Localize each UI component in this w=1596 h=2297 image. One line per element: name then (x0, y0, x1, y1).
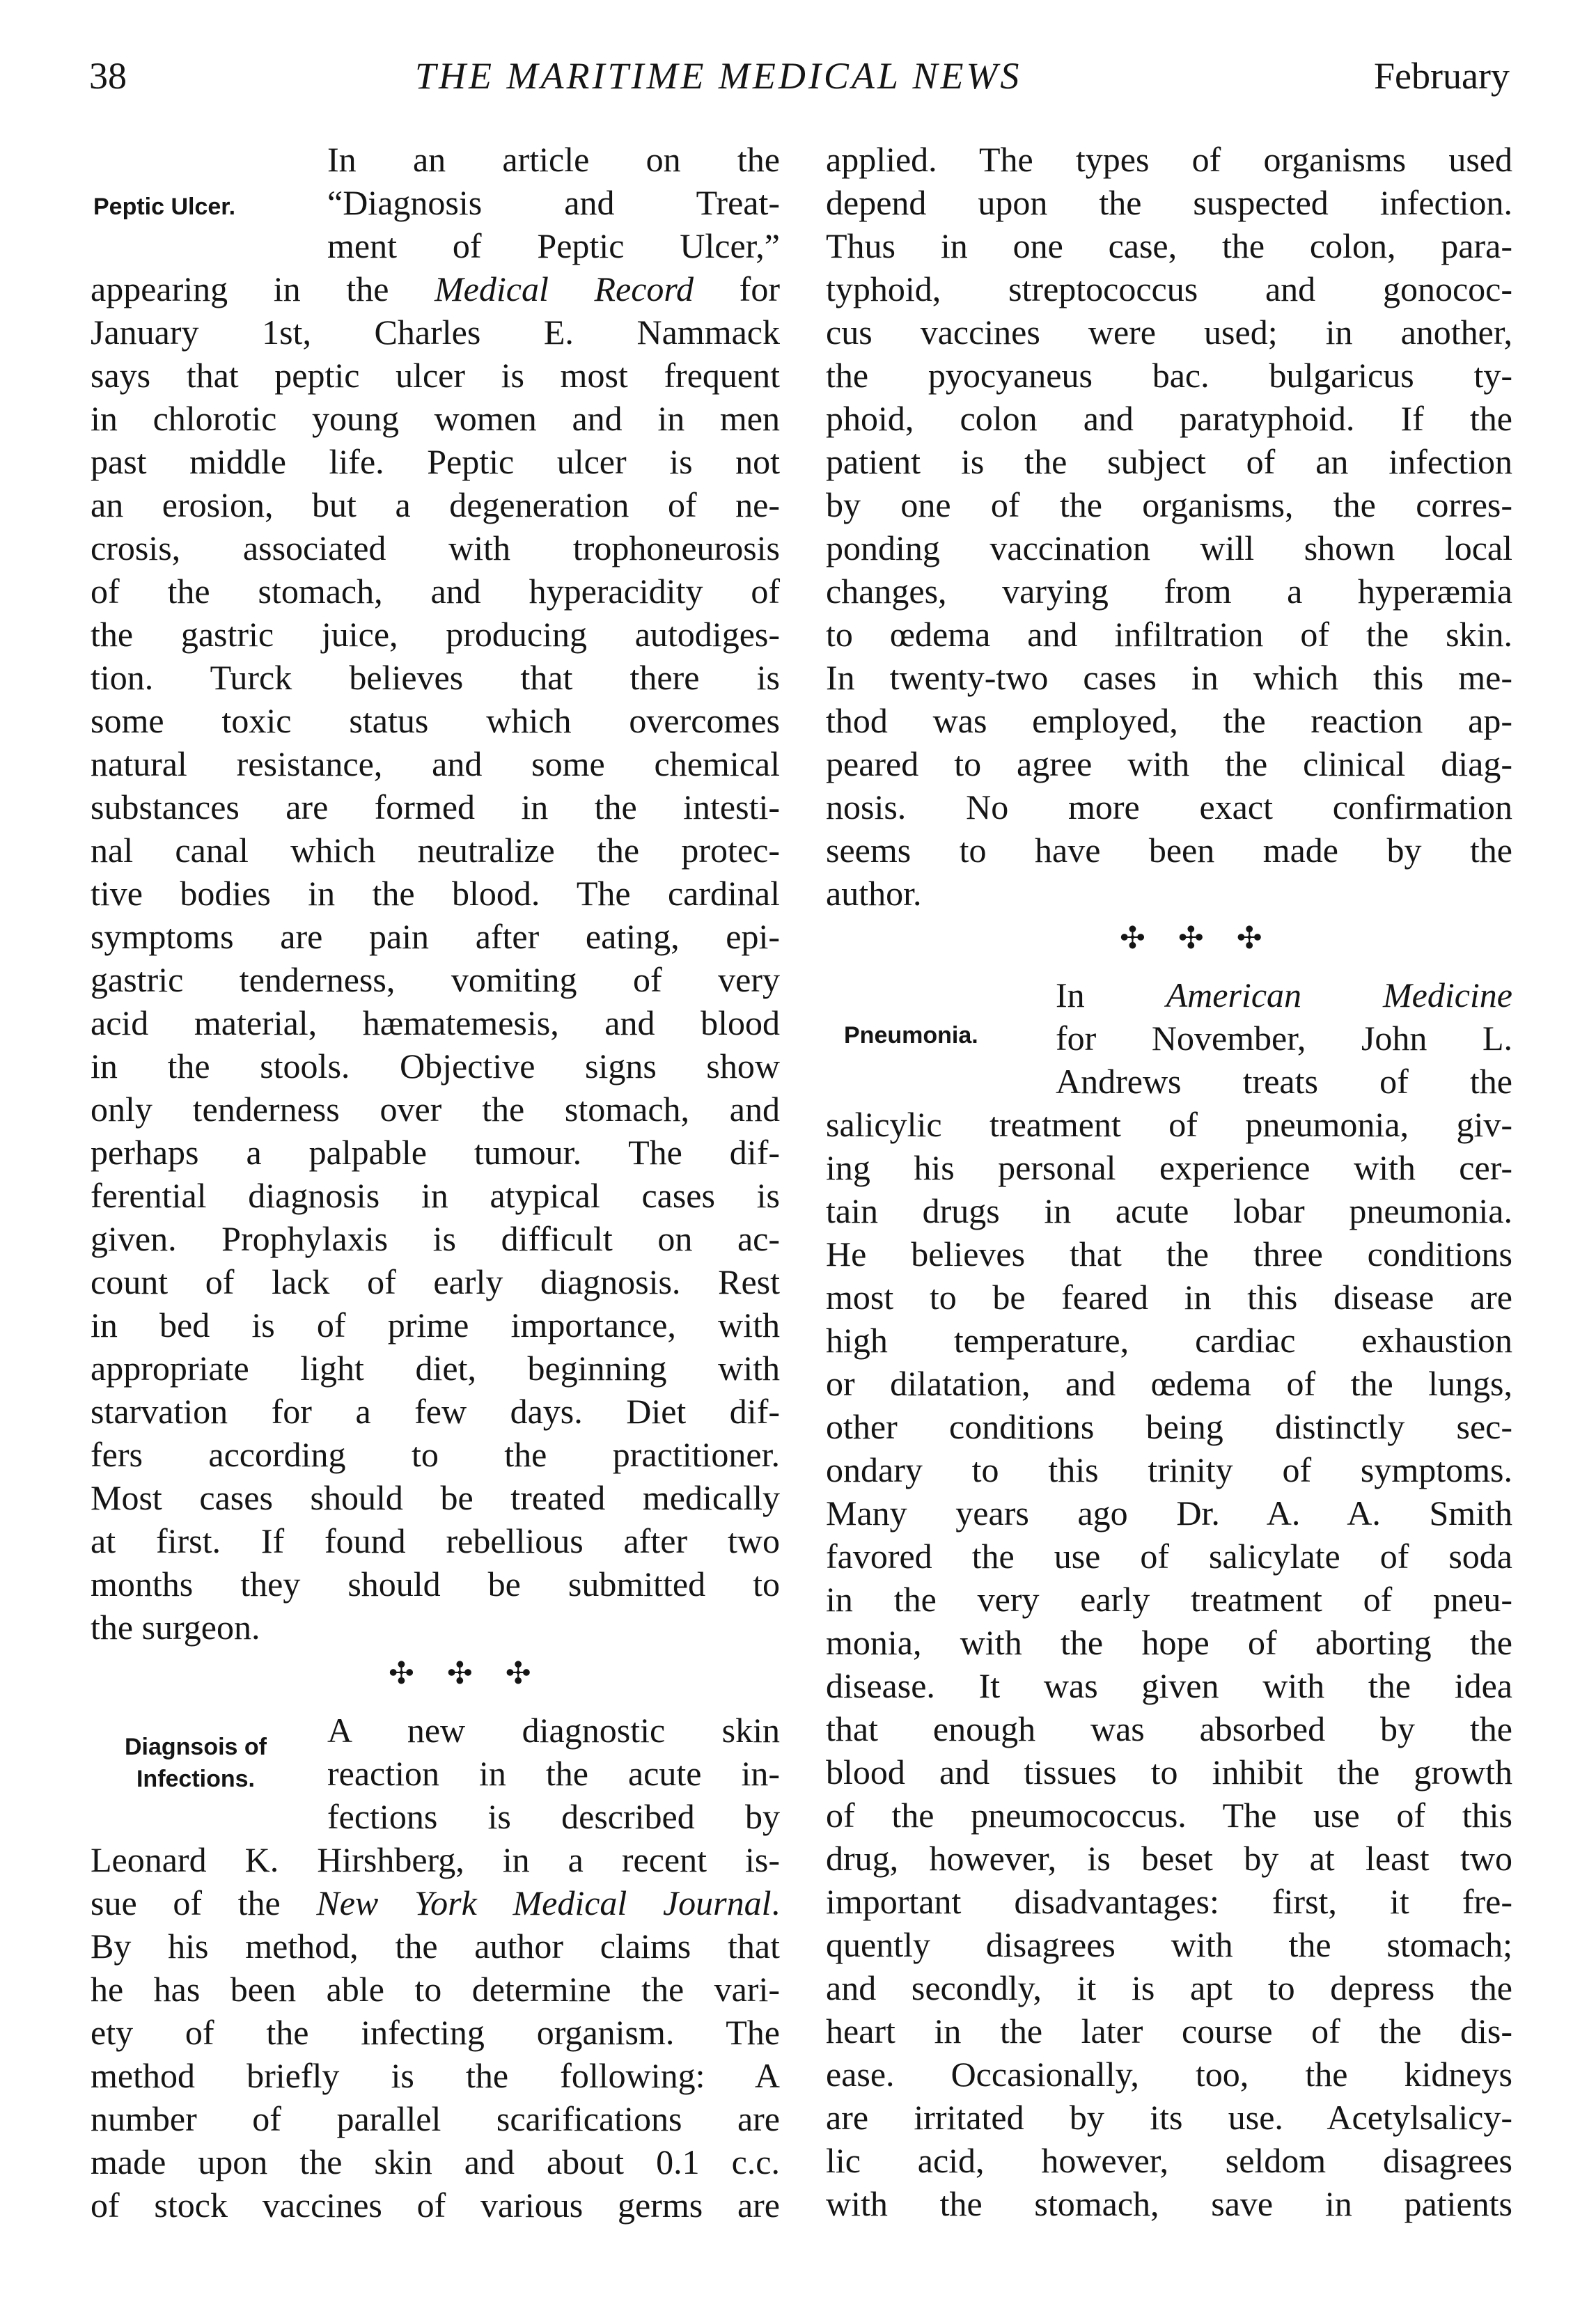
text-line: tain drugs in acute lobar pneumonia. (826, 1191, 1512, 1230)
text-line: in the very early treatment of pneu- (826, 1580, 1512, 1619)
text-line: heart in the later course of the dis- (826, 2012, 1512, 2051)
text-line: favored the use of salicylate of soda (826, 1537, 1512, 1576)
side-heading-peptic-ulcer: Peptic Ulcer. (93, 194, 236, 220)
text-line: typhoid, streptococcus and gonococ- (826, 269, 1512, 308)
text-line: the gastric juice, producing autodiges- (91, 615, 780, 654)
text-line: other conditions being distinctly sec- (826, 1407, 1512, 1446)
text-line: of stock vaccines of various germs are (91, 2186, 780, 2225)
text-line: ease. Occasionally, too, the kidneys (826, 2055, 1512, 2094)
text-line: applied. The types of organisms used (826, 140, 1512, 179)
text-line: for November, John L. (1056, 1019, 1512, 1058)
text-line: By his method, the author claims that (91, 1927, 780, 1966)
text-line: by one of the organisms, the corres- (826, 485, 1512, 524)
text-line: A new diagnostic skin (327, 1711, 780, 1750)
text-line: blood and tissues to inhibit the growth (826, 1753, 1512, 1792)
text-line: count of lack of early diagnosis. Rest (91, 1262, 780, 1301)
text-line: perhaps a palpable tumour. The dif- (91, 1133, 780, 1172)
text-line: high temperature, cardiac exhaustion (826, 1321, 1512, 1360)
text-line: important disadvantages: first, it fre- (826, 1882, 1512, 1921)
text-line: most to be feared in this disease are (826, 1278, 1512, 1317)
text-line: author. (826, 874, 922, 913)
text-line: fections is described by (327, 1797, 780, 1836)
text-line: Leonard K. Hirshberg, in a recent is- (91, 1840, 780, 1879)
side-heading-diagnosis-infections (88, 1731, 304, 1795)
text-line: of the stomach, and hyperacidity of (91, 572, 780, 611)
text-line: In an article on the (327, 140, 780, 179)
text-line: to œdema and infiltration of the skin. (826, 615, 1512, 654)
text-line: peared to agree with the clinical diag- (826, 744, 1512, 783)
text-line: and secondly, it is apt to depress the (826, 1968, 1512, 2007)
page-number: 38 (89, 55, 127, 97)
text-line: or dilatation, and œdema of the lungs, (826, 1364, 1512, 1403)
journal-title: THE MARITIME MEDICAL NEWS (415, 55, 1022, 97)
text-line: Thus in one case, the colon, para- (826, 226, 1512, 265)
journal-name-medical-record: Medical Record (435, 269, 694, 308)
text-line: at first. If found rebellious after two (91, 1521, 780, 1560)
text-line: appropriate light diet, beginning with (91, 1349, 780, 1388)
text-line: substances are formed in the intesti- (91, 787, 780, 826)
text-line: ment of Peptic Ulcer,” (327, 226, 780, 265)
text-line: crosis, associated with trophoneurosis (91, 528, 780, 567)
text-line: seems to have been made by the (826, 831, 1512, 870)
text-line: the surgeon. (91, 1608, 260, 1647)
text-line: lic acid, however, seldom disagrees (826, 2141, 1512, 2180)
text-line: are irritated by its use. Acetylsalicy- (826, 2098, 1512, 2137)
text-line: quently disagrees with the stomach; (826, 1925, 1512, 1964)
text-line: gastric tenderness, vomiting of very (91, 960, 780, 999)
text-line: method briefly is the following: A (91, 2056, 780, 2095)
text-line: thod was employed, the reaction ap- (826, 701, 1512, 740)
text-line: salicylic treatment of pneumonia, giv- (826, 1105, 1512, 1144)
text-line: fers according to the practitioner. (91, 1435, 780, 1474)
text-line: of the pneumococcus. The use of this (826, 1796, 1512, 1835)
text-line: months they should be submitted to (91, 1565, 780, 1604)
text-line: In twenty-two cases in which this me- (826, 658, 1512, 697)
text-line: natural resistance, and some chemical (91, 744, 780, 783)
text-line: tion. Turck believes that there is (91, 658, 780, 697)
text-line: some toxic status which overcomes (91, 701, 780, 740)
text-line: appearing in the Medical Record for (91, 269, 780, 308)
section-ornament: ✣ ✣ ✣ (1120, 921, 1275, 955)
text-line: that enough was absorbed by the (826, 1709, 1512, 1748)
issue-month: February (1374, 55, 1510, 97)
text-line: ing his personal experience with cer- (826, 1148, 1512, 1187)
side-heading-line: Infections. (136, 1766, 256, 1792)
text-line: nal canal which neutralize the protec- (91, 831, 780, 870)
text-line: in bed is of prime importance, with (91, 1306, 780, 1345)
text-line: January 1st, Charles E. Nammack (91, 313, 780, 352)
text-line: made upon the skin and about 0.1 c.c. (91, 2142, 780, 2181)
text-line: Most cases should be treated medically (91, 1478, 780, 1517)
text-line: sue of the New York Medical Journal. (91, 1883, 781, 1922)
text-line: In American Medicine (1056, 975, 1512, 1014)
text-line: in the stools. Objective signs show (91, 1046, 780, 1085)
text-line: with the stomach, save in patients (826, 2184, 1512, 2223)
text-line: acid material, hæmatemesis, and blood (91, 1003, 780, 1042)
section-ornament: ✣ ✣ ✣ (389, 1656, 544, 1691)
text-line: patient is the subject of an infection (826, 442, 1512, 481)
text-line: given. Prophylaxis is difficult on ac- (91, 1219, 780, 1258)
text-line: reaction in the acute in- (327, 1754, 780, 1793)
text-line: tive bodies in the blood. The cardinal (91, 874, 780, 913)
text-line: cus vaccines were used; in another, (826, 313, 1512, 352)
text-line: past middle life. Peptic ulcer is not (91, 442, 780, 481)
text-line: ondary to this trinity of symptoms. (826, 1450, 1512, 1489)
side-heading-line: Diagnsois of (124, 1734, 267, 1760)
text-line: number of parallel scarifications are (91, 2099, 780, 2138)
text-line: ety of the infecting organism. The (91, 2013, 780, 2052)
text-line: Many years ago Dr. A. A. Smith (826, 1494, 1512, 1532)
side-heading-pneumonia: Pneumonia. (844, 1022, 978, 1049)
journal-name-new-york-medical-journal: New York Medical Journal (316, 1883, 772, 1922)
text-line: ferential diagnosis in atypical cases is (91, 1176, 780, 1215)
text-line: an erosion, but a degeneration of ne- (91, 485, 780, 524)
text-line: depend upon the suspected infection. (826, 183, 1512, 222)
text-line: disease. It was given with the idea (826, 1666, 1512, 1705)
text-line: symptoms are pain after eating, epi- (91, 917, 780, 956)
text-line: says that peptic ulcer is most frequent (91, 356, 780, 395)
text-line: drug, however, is beset by at least two (826, 1839, 1512, 1878)
text-line: “Diagnosis and Treat- (327, 183, 780, 222)
text-line: Andrews treats of the (1056, 1062, 1512, 1101)
text-line: in chlorotic young women and in men (91, 399, 780, 438)
text-line: only tenderness over the stomach, and (91, 1090, 780, 1129)
text-line: changes, varying from a hyperæmia (826, 572, 1512, 611)
text-line: he has been able to determine the vari- (91, 1970, 780, 2009)
text-line: phoid, colon and paratyphoid. If the (826, 399, 1512, 438)
text-line: nosis. No more exact confirmation (826, 787, 1512, 826)
text-line: starvation for a few days. Diet dif- (91, 1392, 780, 1431)
text-line: He believes that the three conditions (826, 1234, 1512, 1273)
journal-name-american-medicine: American Medicine (1166, 975, 1512, 1014)
text-line: monia, with the hope of aborting the (826, 1623, 1512, 1662)
text-line: the pyocyaneus bac. bulgaricus ty- (826, 356, 1512, 395)
text-line: ponding vaccination will shown local (826, 528, 1512, 567)
